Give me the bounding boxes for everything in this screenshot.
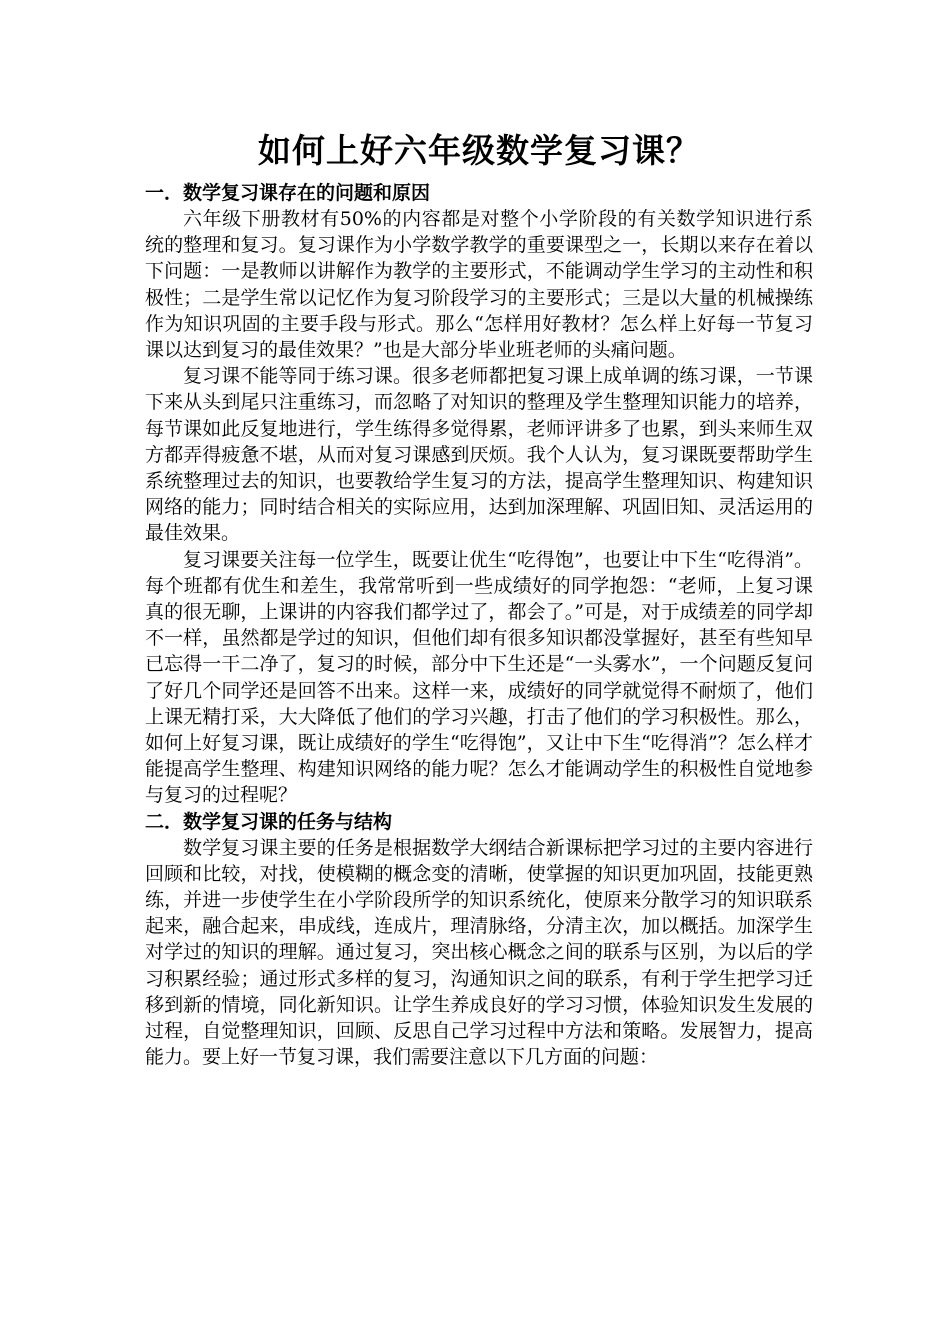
document-title: 如何上好六年级数学复习课？ <box>258 131 700 170</box>
section-1 <box>145 180 813 809</box>
document-page <box>145 128 813 1071</box>
section-2 <box>145 809 813 1071</box>
section-heading: 一．数学复习课存在的问题和原因 <box>145 182 431 204</box>
paragraph: 数学复习课主要的任务是根据数学大纲结合新课标把学习过的主要内容进行回顾和比较，对找，使模糊的概念变的清晰，使掌握的知识更加巩固，技能更熟练，并进一步使学生在小学阶段所学的知识系统化，使原来分散学习的知识联系起来，融合起来，串成线，连成片，理清脉络，分清主次，加以概括。加深学生对学过的知识的理解。通过复习，突出核心概念之间的联系与区别，为以后的学习积累经验；通过形式多样的复习，沟通知识之间的联系，有利于学生把学习迁移到新的情境，同化新知识。让学生养成良好的学习习惯，体验知识发生发展的过程，自觉整理知识，回顾、反思自己学习过程中方法和策略。发展智力，提高能力。要上好一节复习课，我们需要注意以下几方面的问题： <box>145 836 813 1069</box>
paragraph: 复习课要关注每一位学生，既要让优生“吃得饱”，也要让中下生“吃得消”。每个班都有优生和差生，我常常听到一些成绩好的同学抱怨：“老师，上复习课真的很无聊，上课讲的内容我们都学过了，都会了。”可是，对于成绩差的同学却不一样，虽然都是学过的知识，但他们却有很多知识都没掌握好，甚至有些知早已忘得一干二净了，复习的时候，部分中下生还是“一头雾水”，一个问题反复问了好几个同学还是回答不出来。这样一来，成绩好的同学就觉得不耐烦了，他们上课无精打采，大大降低了他们的学习兴趣，打击了他们的学习积极性。那么，如何上好复习课，既让成绩好的学生“吃得饱”，又让中下生“吃得消”？怎么样才能提高学生整理、构建知识网络的能力呢？怎么才能调动学生的积极性自觉地参与复习的过程呢？ <box>145 548 813 807</box>
section-heading: 二．数学复习课的任务与结构 <box>145 810 393 833</box>
paragraph: 复习课不能等同于练习课。很多老师都把复习课上成单调的练习课，一节课下来从头到尾只注重练习，而忽略了对知识的整理及学生整理知识能力的培养，每节课如此反复地进行，学生练得多觉得累，老师评讲多了也累，到头来师生双方都弄得疲惫不堪，从而对复习课感到厌烦。我个人认为，复习课既要帮助学生系统整理过去的知识，也要教给学生复习的方法，提高学生整理知识、构建知识网络的能力；同时结合相关的实际应用，达到加深理解、巩固旧知、灵活运用的最佳效果。 <box>145 365 813 545</box>
paragraph: 六年级下册教材有50%的内容都是对整个小学阶段的有关数学知识进行系统的整理和复习。复习课作为小学数学教学的重要课型之一，长期以来存在着以下问题：一是教师以讲解作为教学的主要形式，不能调动学生学习的主动性和积极性；二是学生常以记忆作为复习阶段学习的主要形式；三是以大量的机械操练作为知识巩固的主要手段与形式。那么“怎样用好教材？怎么样上好每一节复习课以达到复习的最佳效果？”也是大部分毕业班老师的头痛问题。 <box>145 208 813 362</box>
